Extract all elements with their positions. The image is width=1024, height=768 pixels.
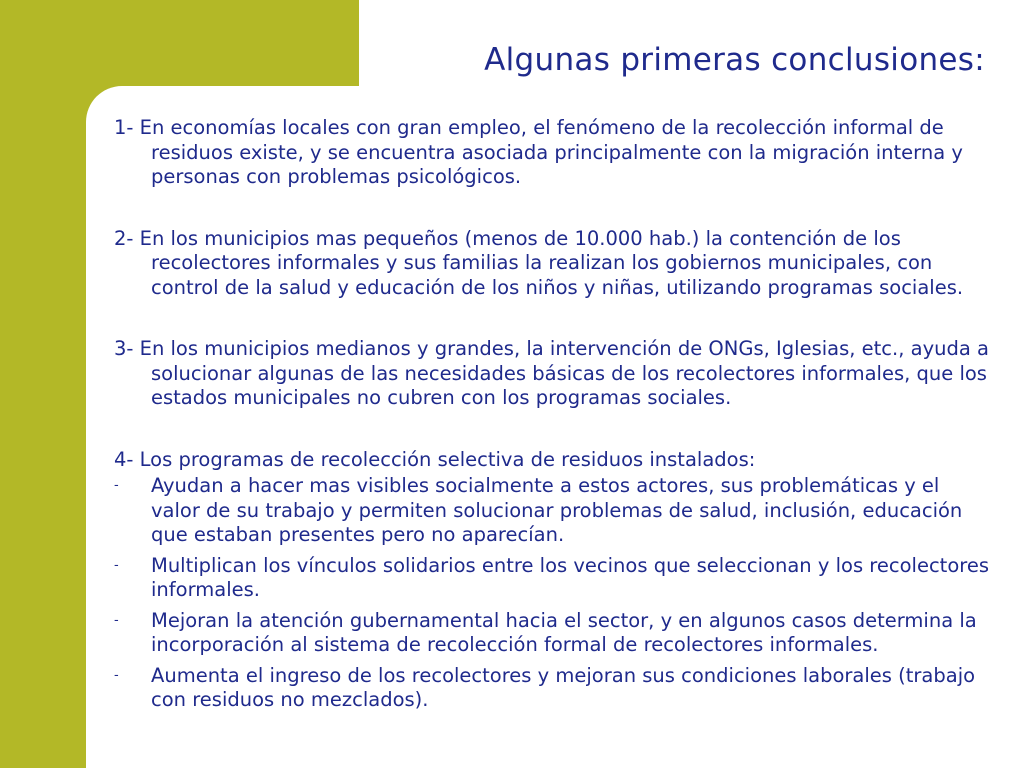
bullet-item — [114, 554, 994, 603]
bullet-item — [114, 664, 994, 713]
slide-title: Algunas primeras conclusiones: — [484, 42, 985, 78]
bullet-text: Ayudan a hacer mas visibles socialmente a estos actores, sus problemáticas y el valor de su trabajo y permiten solucionar problemas de salud, inclusión, educación que estaban presentes pero no aparecían. — [151, 474, 963, 546]
bullet-marker: - — [114, 667, 119, 683]
bullet-marker: - — [114, 557, 119, 573]
bullet-marker: - — [114, 612, 119, 628]
bullet-marker: - — [114, 478, 119, 493]
conclusion-2: 2- En los municipios mas pequeños (menos de 10.000 hab.) la contención de los recolectores informales y sus familias la realizan los gobiernos municipales, con control de la salud y educación de los niños y niñas, utilizando programas sociales. — [114, 226, 964, 299]
conclusion-4: 4- Los programas de recolección selectiva de residuos instalados: — [114, 447, 756, 471]
bullet-item — [114, 609, 994, 658]
bullet-text: Mejoran la atención gubernamental hacia el sector, y en algunos casos determina la incorporación al sistema de recolección formal de recolectores informales. — [151, 608, 977, 656]
bullet-text: Multiplican los vínculos solidarios entre los vecinos que seleccionan y los recolectores informales. — [151, 553, 990, 601]
bullet-item — [114, 474, 994, 548]
bullet-text: Aumenta el ingreso de los recolectores y mejoran sus condiciones laborales (trabajo con residuos no mezclados). — [151, 663, 976, 711]
conclusion-1: 1- En economías locales con gran empleo, el fenómeno de la recolección informal de residuos existe, y se encuentra asociada principalmente con la migración interna y personas con problemas psicológicos. — [114, 116, 963, 188]
slide-content — [114, 116, 994, 719]
conclusion-4-bullets — [114, 474, 994, 713]
conclusion-3: 3- En los municipios medianos y grandes, la intervención de ONGs, Iglesias, etc., ayuda a solucionar algunas de las necesidades básicas de los recolectores informales, que los estados municipales no cubren con los programas sociales. — [114, 337, 989, 409]
title-area — [359, 0, 1024, 86]
